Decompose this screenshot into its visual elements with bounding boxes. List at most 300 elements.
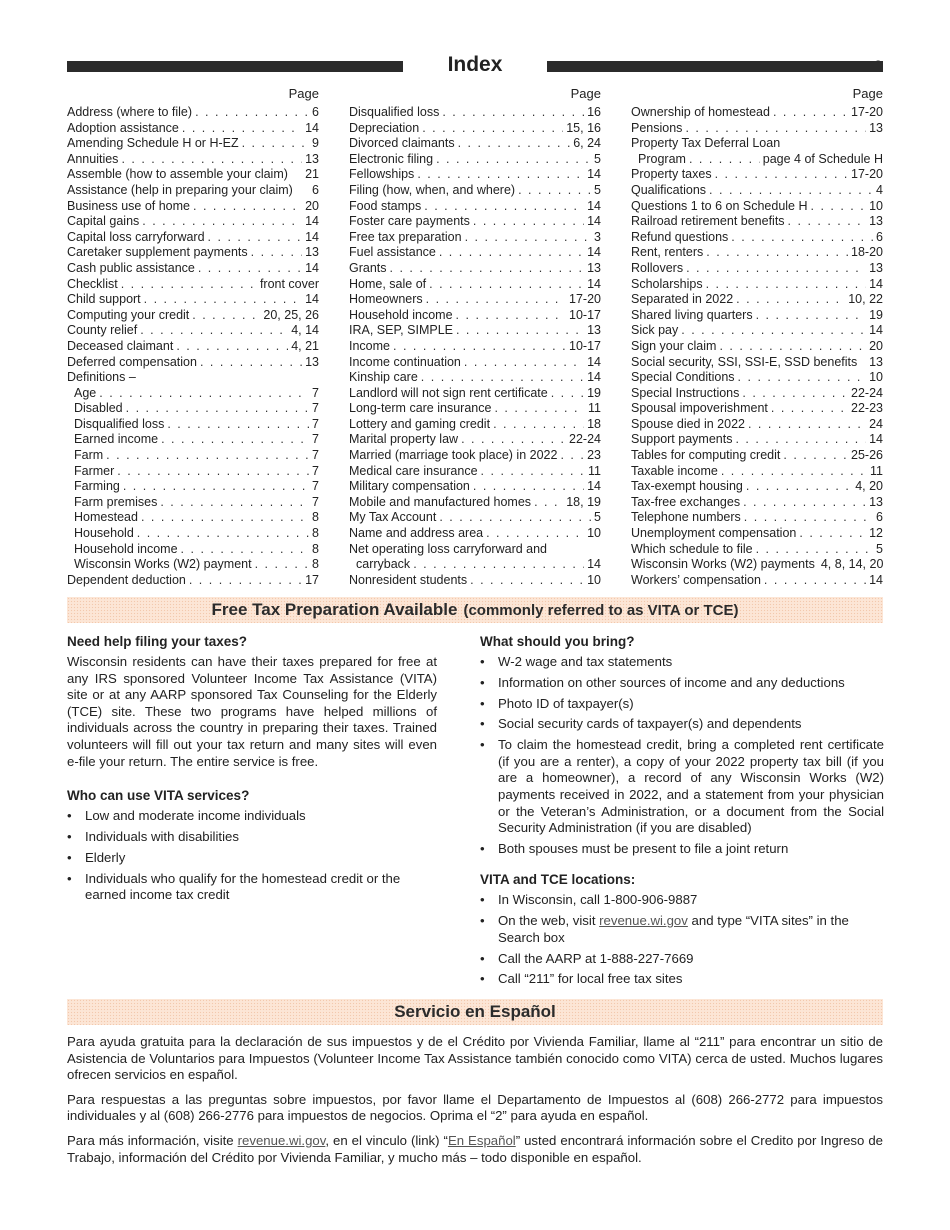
dot-leader: [706, 245, 848, 261]
dot-leader: [756, 308, 866, 324]
dot-leader: [251, 245, 302, 261]
index-page-ref: 18: [587, 416, 601, 431]
index-page-ref: 14: [587, 479, 601, 494]
index-page-ref: 6: [312, 182, 319, 197]
list-item: • W-2 wage and tax statements: [480, 654, 884, 671]
index-page-ref: 4: [876, 182, 883, 197]
index-term: Tax-free exchanges: [631, 494, 741, 509]
index-entry: [631, 526, 883, 542]
index-term: Home, sale of: [349, 276, 427, 291]
index-page-ref: 13: [869, 494, 883, 509]
dot-leader: [242, 136, 309, 152]
index-entry: [349, 542, 601, 558]
index-page-ref: 14: [587, 370, 601, 385]
dot-leader: [464, 355, 584, 371]
dot-leader: [208, 230, 303, 246]
index-entry: [67, 464, 319, 480]
index-page-ref: 5: [594, 151, 601, 166]
index-term: Adoption assistance: [67, 120, 179, 135]
index-page-ref: 9: [312, 136, 319, 151]
index-entry: [67, 386, 319, 402]
page-column-label: Page: [852, 86, 883, 101]
index-page-ref: 10, 22: [848, 292, 883, 307]
index-entry: [349, 214, 601, 230]
index-entry: [349, 245, 601, 261]
dot-leader: [494, 401, 585, 417]
index-page-ref: 22-23: [851, 401, 883, 416]
list-item: • In Wisconsin, call 1-800-906-9887: [480, 892, 884, 909]
index-page-ref: 17: [305, 572, 319, 587]
index-entry: [631, 323, 883, 339]
dot-leader: [140, 323, 288, 339]
espanol-banner: [67, 999, 883, 1025]
index-term: Property taxes: [631, 167, 712, 182]
index-entry: [631, 121, 883, 137]
index-page-ref: 14: [305, 214, 319, 229]
index-entry: [631, 167, 883, 183]
index-entry: [631, 105, 883, 121]
index-page-ref: 10: [869, 198, 883, 213]
dot-leader: [721, 464, 867, 480]
page-column-label: Page: [288, 86, 319, 101]
dot-leader: [426, 292, 566, 308]
index-term: IRA, SEP, SIMPLE: [349, 323, 453, 338]
index-term: Questions 1 to 6 on Schedule H: [631, 198, 808, 213]
index-term: carryback: [356, 557, 411, 572]
index-term: Cash public assistance: [67, 260, 195, 275]
index-entry: [349, 355, 601, 371]
index-term: Disabled: [74, 401, 123, 416]
index-term: Free tax preparation: [349, 229, 462, 244]
dot-leader: [486, 526, 584, 542]
index-entry: [349, 308, 601, 324]
revenue-link[interactable]: revenue.wi.gov: [599, 913, 688, 929]
index-page-ref: 10-17: [569, 307, 601, 322]
index-page-ref: 22-24: [851, 385, 883, 400]
index-term: Deceased claimant: [67, 338, 174, 353]
list-item: • Individuals with disabilities: [67, 829, 437, 846]
bring-list: [480, 654, 884, 857]
dot-leader: [200, 355, 302, 371]
index-page-ref: 4, 21: [291, 338, 319, 353]
index-entry: [67, 432, 319, 448]
index-entry: [349, 448, 601, 464]
index-term: Program: [638, 151, 686, 166]
bring-heading: What should you bring?: [480, 634, 635, 649]
dot-leader: [181, 542, 310, 558]
index-page-ref: 19: [869, 307, 883, 322]
index-entry: [67, 308, 319, 324]
need-help-heading: Need help filing your taxes?: [67, 634, 248, 649]
index-entry: [67, 214, 319, 230]
list-item: • Photo ID of taxpayer(s): [480, 696, 884, 713]
index-page-ref: 17-20: [569, 292, 601, 307]
dot-leader: [439, 245, 584, 261]
index-entry: [67, 370, 319, 386]
index-term: Medical care insurance: [349, 463, 478, 478]
index-title: Index: [447, 53, 503, 76]
index-page-ref: 14: [869, 572, 883, 587]
dot-leader: [193, 199, 302, 215]
index-entry: [631, 214, 883, 230]
dot-leader: [393, 339, 566, 355]
index-term: Address (where to file): [67, 105, 193, 119]
index-term: Child support: [67, 292, 141, 307]
dot-leader: [142, 214, 302, 230]
index-term: Dependent deduction: [67, 572, 186, 587]
index-term: Capital loss carryforward: [67, 229, 205, 244]
index-entry: [67, 277, 319, 293]
vita-right-column: [480, 633, 884, 992]
list-item: • Low and moderate income individuals: [67, 808, 437, 825]
dot-leader: [689, 152, 760, 168]
dot-leader: [743, 495, 866, 511]
index-term: Fuel assistance: [349, 245, 436, 260]
index-page-ref: 6: [876, 510, 883, 525]
dot-leader: [421, 370, 584, 386]
index-entry: [67, 526, 319, 542]
index-column-2: [349, 85, 601, 588]
index-page-ref: 13: [869, 354, 883, 369]
index-entry: [67, 136, 319, 152]
dot-leader: [685, 121, 866, 137]
index-entry: [349, 370, 601, 386]
dot-leader: [442, 105, 584, 121]
index-term: Homestead: [74, 510, 138, 525]
index-entry: [67, 167, 319, 183]
index-term: Capital gains: [67, 214, 140, 229]
index-term: Fellowships: [349, 167, 415, 182]
dot-leader: [458, 136, 571, 152]
index-term: Spouse died in 2022: [631, 416, 745, 431]
index-term: Annuities: [67, 151, 119, 166]
index-page-ref: 14: [587, 198, 601, 213]
index-term: Special Instructions: [631, 385, 740, 400]
index-page-ref: 14: [587, 245, 601, 260]
dot-leader: [141, 510, 309, 526]
dot-leader: [436, 152, 591, 168]
index-page-ref: 5: [594, 510, 601, 525]
index-term: Rent, renters: [631, 245, 704, 260]
dot-leader: [198, 261, 302, 277]
index-entry: [67, 261, 319, 277]
index-term: Kinship care: [349, 370, 418, 385]
index-term: Social security, SSI, SSI-E, SSD benefits: [631, 354, 858, 369]
index-page-ref: 20: [869, 338, 883, 353]
index-page-ref: 3: [594, 229, 601, 244]
index-page-ref: 18-20: [851, 245, 883, 260]
index-page-ref: 5: [594, 182, 601, 197]
dot-leader: [422, 121, 563, 137]
espanol-title: Servicio en Español: [394, 1002, 556, 1021]
index-entry: [349, 183, 601, 199]
page-column-label: Page: [570, 86, 601, 101]
index-page-ref: 7: [312, 432, 319, 447]
index-entry: [67, 542, 319, 558]
index-entry: [349, 417, 601, 433]
index-page-ref: 11: [588, 463, 601, 478]
index-entry: [67, 245, 319, 261]
index-term: Support payments: [631, 432, 733, 447]
index-entry: [67, 355, 319, 371]
index-column-1: [67, 85, 319, 588]
index-page-ref: 11: [588, 401, 601, 416]
dot-leader: [182, 121, 302, 137]
web-text: On the web, visit: [498, 913, 600, 929]
index-entry: [67, 292, 319, 308]
dot-leader: [465, 230, 591, 246]
index-term: Wisconsin Works (W2) payments: [631, 557, 815, 572]
index-term: Pensions: [631, 120, 683, 135]
index-entry: [349, 495, 601, 511]
index-entry: [631, 495, 883, 511]
dot-leader: [764, 573, 866, 589]
list-item: • Social security cards of taxpayer(s) and dependents: [480, 716, 884, 733]
index-term: Food stamps: [349, 198, 422, 213]
index-term: Ownership of homestead: [631, 105, 770, 119]
index-term: County relief: [67, 323, 138, 338]
dot-leader: [771, 401, 848, 417]
index-entry: [349, 339, 601, 355]
need-help-text: Wisconsin residents can have their taxes prepared for free at any IRS sponsored Volunteer Income Tax Assistance (VITA) site or at any AARP sponsored Tax Counseling for the Elderly (TCE) site. These two programs have helped millions of individuals across the country in preparing their taxes. Trained volunteers will fill out your tax return and many sites will even e-file your return. The entire service is free.: [67, 654, 437, 769]
index-term: Income continuation: [349, 354, 461, 369]
index-entry: [349, 152, 601, 168]
en-espanol-link[interactable]: En Español: [447, 1132, 516, 1148]
list-item: • Both spouses must be present to file a joint return: [480, 841, 884, 858]
para-text: , en el vinculo (link) “: [325, 1132, 448, 1148]
dot-leader: [161, 432, 309, 448]
index-term: My Tax Account: [349, 510, 437, 525]
dot-leader: [117, 464, 309, 480]
index-entry: [67, 573, 319, 589]
dot-leader: [560, 448, 584, 464]
index-term: Earned income: [74, 432, 159, 447]
dot-leader: [106, 448, 309, 464]
index-term: Military compensation: [349, 479, 470, 494]
index-term: Electronic filing: [349, 151, 434, 166]
index-page-ref: 11: [870, 463, 883, 478]
index-term: Deferred compensation: [67, 354, 197, 369]
index-entry: [67, 323, 319, 339]
index-term: Wisconsin Works (W2) payment: [74, 557, 252, 572]
list-item: • Elderly: [67, 850, 437, 867]
index-term: Special Conditions: [631, 370, 735, 385]
index-page-ref: front cover: [259, 276, 319, 291]
dot-leader: [195, 105, 309, 121]
dot-leader: [126, 401, 309, 417]
index-term: Scholarships: [631, 276, 703, 291]
index-term: Tax-exempt housing: [631, 479, 743, 494]
index-entry: [349, 167, 601, 183]
index-term: Sign your claim: [631, 338, 717, 353]
index-page-ref: 7: [312, 479, 319, 494]
index-term: Age: [74, 385, 97, 400]
index-term: Unemployment compensation: [631, 526, 797, 541]
index-entry: [349, 121, 601, 137]
index-term: Sick pay: [631, 323, 679, 338]
list-item: • Information on other sources of income and any deductions: [480, 675, 884, 692]
dot-leader: [738, 370, 867, 386]
index-term: Homeowners: [349, 292, 423, 307]
index-page-ref: 7: [312, 448, 319, 463]
index-entry: [349, 277, 601, 293]
dot-leader: [799, 526, 866, 542]
index-entry: [349, 292, 601, 308]
index-page-ref: 8: [312, 557, 319, 572]
dot-leader: [144, 292, 302, 308]
index-term: Rollovers: [631, 260, 684, 275]
index-page-ref: 5: [876, 541, 883, 556]
index-header: [67, 52, 883, 80]
index-entry: [631, 386, 883, 402]
index-term: Disqualified loss: [74, 416, 165, 431]
index-entry: [631, 261, 883, 277]
index-entry: [67, 199, 319, 215]
revenue-link[interactable]: revenue.wi.gov: [237, 1132, 326, 1148]
index-term: Property Tax Deferral Loan: [631, 136, 781, 151]
index-term: Divorced claimants: [349, 136, 455, 151]
index-entry: [349, 479, 601, 495]
index-term: Farming: [74, 479, 120, 494]
index-page-ref: 8: [312, 526, 319, 541]
index-entry: [349, 510, 601, 526]
index-page-ref: 8: [312, 541, 319, 556]
index-term: Railroad retirement benefits: [631, 214, 785, 229]
index-page-ref: 20: [305, 198, 319, 213]
index-entry: [631, 370, 883, 386]
index-entry: [67, 448, 319, 464]
index-entry: [349, 261, 601, 277]
index-entry: [631, 277, 883, 293]
index-term: Mobile and manufactured homes: [349, 494, 532, 509]
index-page-ref: 13: [305, 354, 319, 369]
index-entry: [349, 401, 601, 417]
list-item: • Call the AARP at 1-888-227-7669: [480, 951, 884, 968]
index-entry: [631, 479, 883, 495]
index-term: Shared living quarters: [631, 307, 753, 322]
dot-leader: [137, 526, 309, 542]
index-page-ref: 14: [869, 432, 883, 447]
index-page-ref: 10: [869, 370, 883, 385]
dot-leader: [192, 308, 260, 324]
index-page-ref: 19: [587, 385, 601, 400]
dot-leader: [461, 432, 566, 448]
index-page-ref: 14: [587, 214, 601, 229]
index-entry: [67, 121, 319, 137]
index-term: Married (marriage took place) in 2022: [349, 448, 558, 463]
index-term: Taxable income: [631, 463, 718, 478]
index-page-ref: 21: [305, 167, 319, 182]
index-entry: [631, 355, 883, 371]
index-page-ref: 4, 14: [291, 323, 319, 338]
dot-leader: [719, 339, 866, 355]
index-page-ref: 7: [312, 416, 319, 431]
dot-leader: [686, 261, 866, 277]
index-entry: [349, 199, 601, 215]
dot-leader: [473, 214, 584, 230]
vita-title: Free Tax Preparation Available: [211, 600, 458, 619]
index-page-ref: 6, 24: [573, 136, 601, 151]
index-entry: [631, 417, 883, 433]
index-page-ref: 14: [869, 323, 883, 338]
index-entry: [631, 183, 883, 199]
list-item: • Call “211” for local free tax sites: [480, 971, 884, 988]
index-column-3: [631, 85, 883, 588]
index-page-ref: 14: [587, 354, 601, 369]
para-text: ” usted encontrará información sobre el Credito por Ingreso de Trabajo, información del Crédito por Vivienda Familiar, y mucho más – todo disponible en español.: [67, 1132, 883, 1165]
index-page-ref: 18, 19: [566, 494, 601, 509]
index-term: Foster care payments: [349, 214, 470, 229]
dot-leader: [456, 308, 566, 324]
index-term: Workers’ compensation: [631, 572, 761, 587]
index-page-ref: 6: [312, 105, 319, 119]
index-page-ref: 14: [587, 557, 601, 572]
index-entry: [349, 105, 601, 121]
index-page-ref: 13: [587, 260, 601, 275]
dot-leader: [189, 573, 302, 589]
dot-leader: [551, 386, 584, 402]
dot-leader: [742, 386, 848, 402]
index-term: Farm: [74, 448, 104, 463]
list-item: • To claim the homestead credit, bring a completed rent certificate (if you are a renter), a copy of your 2022 property tax bill (if you are a homeowner), a record of any Wisconsin Works (W2) payments received in 2022, and a statement from your physician or the Veteran’s Administration, or a document from the Social Security Administration (if you are disabled): [480, 737, 884, 837]
index-page-ref: 14: [587, 276, 601, 291]
index-page-ref: 7: [312, 401, 319, 416]
index-page-ref: 14: [305, 229, 319, 244]
dot-leader: [167, 417, 309, 433]
index-page-ref: 7: [312, 385, 319, 400]
index-page-ref: 15, 16: [566, 120, 601, 135]
dot-leader: [176, 339, 288, 355]
dot-leader: [518, 183, 591, 199]
index-page-ref: 13: [305, 151, 319, 166]
index-term: Business use of home: [67, 198, 190, 213]
index-page-ref: 14: [869, 276, 883, 291]
dot-leader: [748, 417, 866, 433]
index-term: Depreciation: [349, 120, 420, 135]
index-entry: [67, 417, 319, 433]
vita-banner: [67, 597, 883, 623]
index-entry: [349, 432, 601, 448]
dot-leader: [735, 432, 866, 448]
locations-heading: VITA and TCE locations:: [480, 872, 636, 888]
dot-leader: [390, 261, 585, 277]
index-entry: [67, 557, 319, 573]
dot-leader: [788, 214, 867, 230]
index-term: Qualifications: [631, 182, 707, 197]
dot-leader: [413, 557, 584, 573]
dot-leader: [756, 542, 873, 558]
index-page-ref: 23: [587, 448, 601, 463]
espanol-section: [67, 1034, 883, 1174]
index-term: Separated in 2022: [631, 292, 734, 307]
index-page-ref: 13: [869, 120, 883, 135]
para-text: Para más información, visite: [67, 1132, 238, 1148]
dot-leader: [429, 277, 584, 293]
index-entry: [67, 510, 319, 526]
list-item: • Individuals who qualify for the homestead credit or the earned income tax credit: [67, 871, 437, 904]
index-entry: [631, 401, 883, 417]
index-entry: [631, 432, 883, 448]
index-page-ref: 4, 8, 14, 20: [820, 557, 884, 572]
index-term: Refund questions: [631, 229, 729, 244]
web-text: and type “VITA sites” in the Search box: [498, 913, 849, 945]
index-page-ref: 6: [876, 229, 883, 244]
index-term: Nonresident students: [349, 572, 468, 587]
index-entry: [631, 245, 883, 261]
index-entry: [631, 136, 883, 152]
dot-leader: [773, 105, 848, 121]
espanol-paragraph-2: Para respuestas a las preguntas sobre impuestos, por favor llame el Departamento de Impuestos al (608) 266-2772 para impuestos individuales y al (608) 266-2776 para impuestos de negocios. Oprima el “2” para ayuda en español.: [67, 1091, 883, 1124]
